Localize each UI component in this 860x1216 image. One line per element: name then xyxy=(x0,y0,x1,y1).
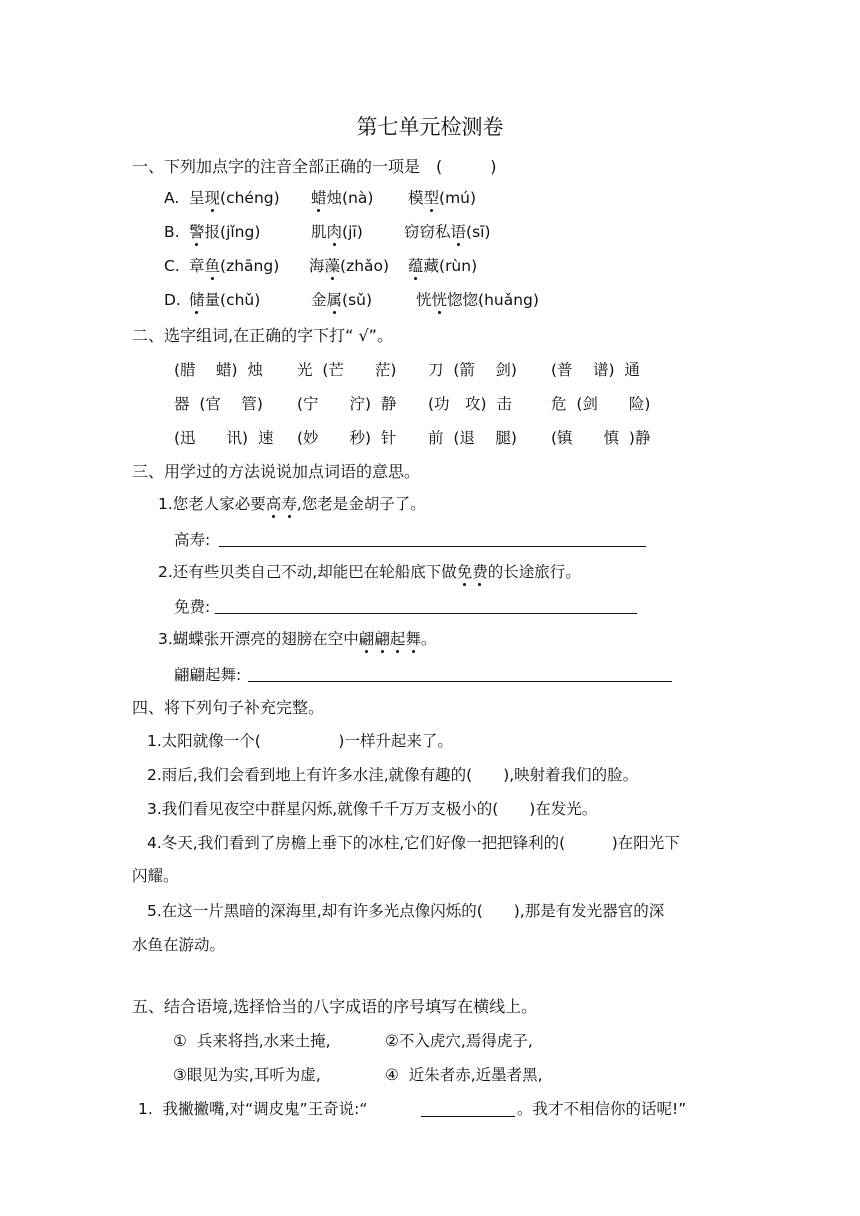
q4-sentence-line: 水鱼在游动。 xyxy=(132,936,226,954)
q5-sentence-1-end: 。我才不相信你的话呢!” xyxy=(517,1100,687,1118)
q1-option-word xyxy=(416,290,539,310)
q1-word-text: 呈现(chéng) xyxy=(189,189,280,207)
idiom-3: ③眼见为实,耳听为虚, xyxy=(173,1066,321,1084)
q3-sentence xyxy=(158,494,426,514)
dotted-char: 现 xyxy=(204,189,221,207)
q1-option-label: D. xyxy=(164,291,181,309)
q3-sentence xyxy=(158,629,436,649)
q5-answer-blank[interactable] xyxy=(421,1116,515,1117)
q1-option-word xyxy=(189,188,280,208)
dotted-char: 起 xyxy=(389,630,406,648)
q4-heading: 四、将下列句子补充完整。 xyxy=(132,698,325,717)
dotted-char: 属 xyxy=(326,291,343,309)
dotted-char: 翩 xyxy=(374,630,390,648)
q2-word-group: (宁 泞) 静 xyxy=(297,395,397,413)
q1-option-word xyxy=(309,256,389,276)
dotted-char: 警 xyxy=(189,223,205,241)
q1-word-text: 模型(mú) xyxy=(408,189,477,207)
q3-sentence-text: 1.您老人家必要高寿,您老是金胡子了。 xyxy=(158,495,426,513)
q1-word-text: 储量(chǔ) xyxy=(189,291,261,309)
page-title: 第七单元检测卷 xyxy=(356,115,504,139)
q1-option-label: A. xyxy=(164,189,180,207)
dotted-char: 语 xyxy=(450,223,467,241)
idiom-2: ②不入虎穴,焉得虎子, xyxy=(385,1032,533,1050)
q1-word-text: 金属(sǔ) xyxy=(311,291,373,309)
q1-heading: 一、下列加点字的注音全部正确的一项是 ( ) xyxy=(132,157,497,176)
q1-word-text: 海藻(zhǎo) xyxy=(309,257,390,275)
dotted-char: 费 xyxy=(472,563,488,581)
q4-sentence-line: 4.冬天,我们看到了房檐上垂下的冰柱,它们好像一把把锋利的( )在阳光下 xyxy=(147,834,680,852)
q1-option-word xyxy=(311,222,363,242)
q3-answer-label: 高寿: xyxy=(174,531,211,549)
dotted-char: 储 xyxy=(189,291,205,309)
q1-word-text: 章鱼(zhāng) xyxy=(189,257,280,275)
q1-option-word xyxy=(408,256,477,276)
q4-sentence-line: 5.在这一片黑暗的深海里,却有许多光点像闪烁的( ),那是有发光器官的深 xyxy=(147,902,665,920)
q1-option-word xyxy=(311,290,372,310)
dotted-char: 舞 xyxy=(405,630,421,648)
q1-word-text: 恍恍惚惚(huǎng) xyxy=(416,291,539,309)
q3-heading: 三、用学过的方法说说加点词语的意思。 xyxy=(132,462,421,481)
q1-word-text: 警报(jǐng) xyxy=(189,223,261,241)
q4-sentence-line: 2.雨后,我们会看到地上有许多水洼,就像有趣的( ),映射着我们的脸。 xyxy=(147,766,639,784)
dotted-char: 寿 xyxy=(281,495,297,513)
q1-option-word xyxy=(311,188,373,208)
q2-word-group: 刀 (箭 剑) xyxy=(428,361,517,379)
q3-answer-label: 免费: xyxy=(174,598,211,616)
dotted-char: 型 xyxy=(423,189,440,207)
dotted-char: 藻 xyxy=(324,257,341,275)
q2-word-group: 前 (退 腿) xyxy=(428,429,517,447)
q2-heading: 二、选字组词,在正确的字下打“ √”。 xyxy=(132,326,393,345)
q1-option-word xyxy=(189,222,260,242)
q2-word-group: 器 (官 管) xyxy=(174,395,263,413)
q2-word-group: (镇 慎 )静 xyxy=(551,429,651,447)
idiom-1: ① 兵来将挡,水来土掩, xyxy=(173,1032,331,1050)
q3-answer-line[interactable] xyxy=(219,546,646,547)
q3-sentence-text: 2.还有些贝类自己不动,却能巴在轮船底下做免费的长途旅行。 xyxy=(158,563,581,581)
q2-word-group: (普 谱) 通 xyxy=(551,361,640,379)
q2-word-group: (腊 蜡) 烛 xyxy=(174,361,263,379)
q1-option-word xyxy=(189,290,260,310)
q3-answer-line[interactable] xyxy=(215,613,637,614)
dotted-char: 蕴 xyxy=(408,257,424,275)
q2-word-group: 光 (芒 茫) xyxy=(297,361,397,379)
q1-word-text: 蜡烛(nà) xyxy=(311,189,374,207)
dotted-char: 蜡 xyxy=(311,189,327,207)
q1-word-text: 肌肉(jī) xyxy=(311,223,363,241)
q2-word-group: 危 (剑 险) xyxy=(551,395,651,413)
q1-option-label: B. xyxy=(164,223,180,241)
q3-answer-line[interactable] xyxy=(248,681,672,682)
q3-sentence xyxy=(158,562,581,582)
q2-word-group: (迅 讯) 速 xyxy=(174,429,274,447)
q4-sentence-line: 3.我们看见夜空中群星闪烁,就像千千万万支极小的( )在发光。 xyxy=(147,800,598,818)
dotted-char: 高 xyxy=(265,495,282,513)
q2-word-group: (功 攻) 击 xyxy=(428,395,512,413)
dotted-char: 恍 xyxy=(431,291,448,309)
q4-sentence-line: 1.太阳就像一个( )一样升起来了。 xyxy=(147,732,453,750)
dotted-char: 翩 xyxy=(358,630,375,648)
q1-option-word xyxy=(189,256,279,276)
q5-sentence-1-start: 1. 我撇撇嘴,对“调皮鬼”王奇说:“ xyxy=(138,1100,368,1118)
q1-option-word xyxy=(404,222,491,242)
q4-sentence-line: 闪耀。 xyxy=(132,867,179,885)
idiom-4: ④ 近朱者赤,近墨者黑, xyxy=(385,1066,543,1084)
q3-sentence-text: 3.蝴蝶张开漂亮的翅膀在空中翩翩起舞。 xyxy=(158,630,437,648)
q5-heading: 五、结合语境,选择恰当的八字成语的序号填写在横线上。 xyxy=(132,997,538,1016)
q1-option-word xyxy=(408,188,476,208)
q1-word-text: 蕴藏(rùn) xyxy=(408,257,478,275)
dotted-char: 鱼 xyxy=(204,257,221,275)
q3-answer-label: 翩翩起舞: xyxy=(174,666,242,684)
q1-option-label: C. xyxy=(164,257,180,275)
dotted-char: 免 xyxy=(456,563,473,581)
dotted-char: 肉 xyxy=(326,223,343,241)
q2-word-group: (妙 秒) 针 xyxy=(297,429,397,447)
q1-word-text: 窃窃私语(sī) xyxy=(404,223,491,241)
